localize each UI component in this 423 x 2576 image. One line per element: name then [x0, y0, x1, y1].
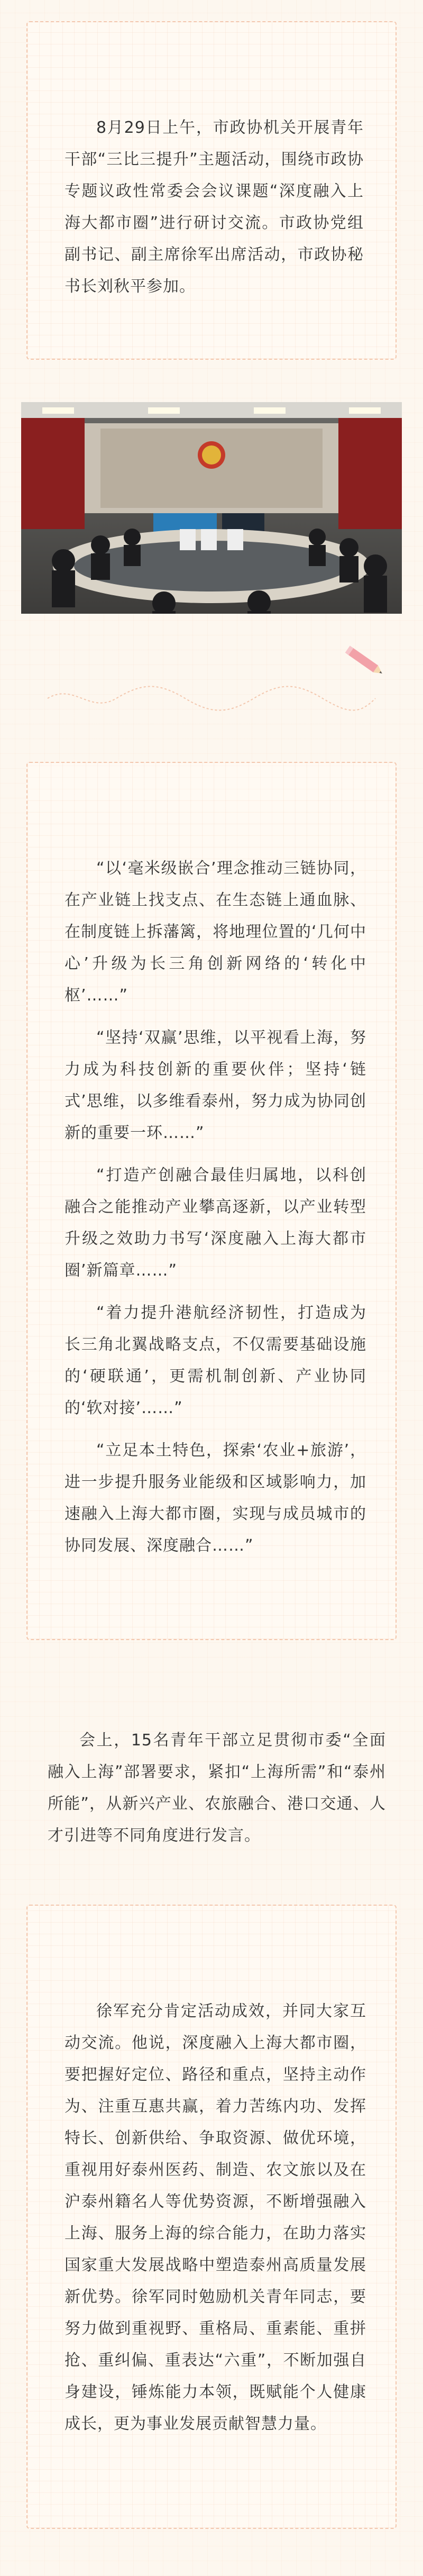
swirl-line-icon	[42, 682, 381, 716]
meeting-photo-illustration	[21, 402, 402, 614]
closing-card	[26, 1905, 397, 2529]
quote-paragraph: “着力提升港航经济韧性，打造成为长三角北翼战略支点，不仅需要基础设施的‘硬联通’，更需机制创新、产业协同的‘软对接’……”	[65, 1304, 366, 1417]
quotes-card	[26, 762, 397, 1640]
meeting-photo	[21, 402, 402, 614]
quote-paragraph: “以‘毫米级嵌合’理念推动三链协同，在产业链上找支点、在生态链上通血脉、在制度链上拆藩篱，将地理位置的‘几何中心’升级为长三角创新网络的‘转化中枢’……”	[65, 859, 366, 1005]
meeting-summary	[48, 1725, 386, 1852]
quote-paragraph: “立足本土特色，探索‘农业+旅游’，进一步提升服务业能级和区域影响力，加速融入上海大都市圈，实现与成员城市的协同发展、深度融合……”	[65, 1441, 366, 1555]
meeting-paragraph: 会上，15名青年干部立足贯彻市委“全面融入上海”部署要求，紧扣“上海所需”和“泰州所能”，从新兴产业、农旅融合、港口交通、人才引进等不同角度进行发言。	[48, 1731, 386, 1845]
pencil-icon	[338, 640, 391, 685]
intro-card	[26, 21, 397, 360]
quote-paragraph: “打造产创融合最佳归属地，以科创融合之能推动产业攀高逐新，以产业转型升级之效助力书写‘深度融入上海大都市圈’新篇章……”	[65, 1166, 366, 1280]
closing-paragraph: 徐军充分肯定活动成效，并同大家互动交流。他说，深度融入上海大都市圈，要把握好定位、路径和重点，坚持主动作为、注重互惠共赢，着力苦练内功、发挥特长、创新供给、争取资源、做优环境，重视用好泰州医药、制造、农文旅以及在沪泰州籍名人等优势资源，不断增强融入上海、服务上海的综合能力，在助力落实国家重大发展战略中塑造泰州高质量发展新优势。徐军同时勉励机关青年同志，要努力做到重视野、重格局、重素能、重拼抢、重纠偏、重表达“六重”，不断加强自身建设，锤炼能力本领，既赋能个人健康成长，更为事业发展贡献智慧力量。	[65, 2002, 366, 2433]
intro-paragraph: 8月29日上午，市政协机关开展青年干部“三比三提升”主题活动，围绕市政协专题议政性常委会会议课题“深度融入上海大都市圈”进行研讨交流。市政协党组副书记、副主席徐军出席活动，市政协秘书长刘秋平参加。	[65, 119, 364, 296]
quote-paragraph: “坚持‘双赢’思维，以平视看上海，努力成为科技创新的重要伙伴；坚持‘链式’思维，以多维看泰州，努力成为协同创新的重要一环……”	[65, 1028, 366, 1142]
